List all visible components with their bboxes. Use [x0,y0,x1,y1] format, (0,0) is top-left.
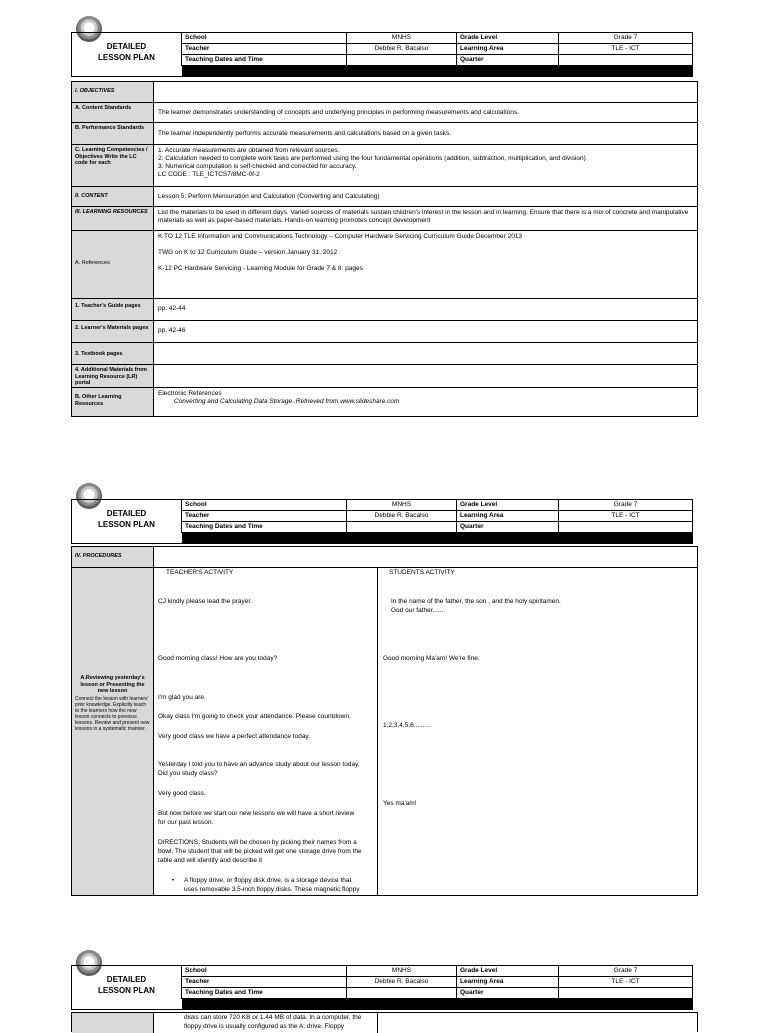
competency-2: 2. Calculation needed to complete work tasks are performed using the four fundamental operations (addition, subtraction, multiplication, and division) [158,155,586,162]
grade-level-label: Grade Level [457,500,559,510]
school-label: School [182,966,347,976]
learning-resources-text: List the materials to be used in different days. Varied sources of materials sustain children's interest in the lesson and in learning. Ensure that there is a mix of concrete and manipulative materials as well as paper-based materials. Hands-on learning promotes concept development [158,209,689,224]
dates-value [347,988,457,998]
grade-level-value: Grade 7 [613,501,638,508]
teacher-line: I'm glad you are. [158,694,206,701]
grade-level-label: Grade Level [457,966,559,976]
objectives-table [71,81,698,417]
dates-value [347,55,457,65]
teacher-label: Teacher [182,44,347,54]
teacher-line: Yesterday I told you to have an advance study about our lesson today. [158,761,360,768]
references-text [154,231,697,298]
teacher-label: Teacher [182,977,347,987]
bullet-icon: • [172,877,175,884]
learning-area-label: Learning Area [457,44,559,54]
teacher-line: disks can store 720 KB or 1.44 MB of data. In a computer, the [184,1014,362,1021]
electronic-reference-1: Converting and Calculating Data Storage. Retrieved from www.slideshare.com [174,398,400,405]
learners-materials-pages: pp. 42-46 [158,327,186,334]
review-cell [72,568,154,895]
teacher-label: Teacher [182,511,347,521]
header-table [71,965,693,1010]
electronic-references: Electronic References [158,390,222,397]
teacher-line: CJ kindly please lead the prayer. [158,598,252,605]
dates-label: Teaching Dates and Time [182,55,347,65]
student-line: 1,2,3,4,5,6.......... [383,722,432,729]
lesson-plan-title: DETAILED LESSON PLAN [72,500,182,533]
lesson-plan-title: DETAILED LESSON PLAN [72,33,182,66]
teacher-line: Did you study class? [158,770,218,777]
school-label: School [182,500,347,510]
teacher-value: Debbie R. Bacalso [347,44,457,54]
dates-label: Teaching Dates and Time [182,522,347,532]
teacher-line: bowl. The student that will be picked will get one storage drive from the [158,848,362,855]
performance-standards-text: The learner independently performs accurate measurements and calculations based on a given tasks. [158,130,452,137]
teacher-line: uses removable 3.5-inch floppy disks. These magnetic floppy [184,886,360,893]
school-value: MNHS [347,500,457,510]
grade-level-label: Grade Level [457,33,559,43]
learners-materials-label: 2. Learner's Materials pages [72,321,154,342]
teachers-guide-pages: pp. 42-44 [158,305,186,312]
quarter-label: Quarter [457,55,559,65]
learning-area-value: TLE - ICT [611,512,640,519]
teacher-line: Okay class I'm going to check your attendance. Please countdown. [158,713,351,720]
learning-area-label: Learning Area [457,977,559,987]
teacher-line: Good morning class! How are you today? [158,655,278,662]
quarter-label: Quarter [457,988,559,998]
student-line: Yes ma'am! [383,800,417,807]
teachers-activity-heading: TEACHER'S ACTIVITY [166,569,234,576]
students-activity-heading: STUDENTS ACTIVITY [389,569,455,576]
grade-level-value: Grade 7 [613,967,638,974]
content-heading: II. CONTENT [72,187,154,206]
header-black-bar [182,533,692,543]
teacher-line: table and will identify and describe it [158,857,263,864]
header-table [71,499,693,544]
teacher-value: Debbie R. Bacalso [347,977,457,987]
competency-3: 3. Numerical computation is self-checked and corrected for accuracy. [158,163,357,170]
teacher-line: for our past lesson. [158,819,214,826]
teacher-line: DIRECTIONS: Students will be chosen by picking their names from a [158,839,357,846]
competency-1: 1. Accurate measurements are obtained from relevant sources. [158,147,340,154]
additional-materials-label: 4. Additional Materials from Learning Resource (LR) portal [72,365,154,387]
references-label: A. References [72,231,154,298]
teacher-line: A floppy drive, or floppy disk drive, is a storage device that [184,877,352,884]
content-standards-text: The learner demonstrates understanding of concepts and underlying principles in performing measurements and calculations. [158,109,519,116]
teacher-line: Very good class we have a perfect attendance today. [158,733,311,740]
learning-area-label: Learning Area [457,511,559,521]
activity-divider [377,568,378,895]
competencies-text [154,145,697,186]
quarter-value [559,988,692,998]
teachers-guide-label: 1. Teacher's Guide pages [72,299,154,320]
other-resources-text [154,388,697,416]
student-line: Good morning Ma'am! We're fine. [383,655,480,662]
activity-divider [377,1013,378,1033]
teacher-line: floppy drive is usually configured as the A: drive. Floppy [184,1023,345,1030]
review-label: A.Reviewing yesterday's lesson or Presenting the new lesson [80,675,145,694]
procedures-heading: IV. PROCEDURES [72,547,154,567]
learning-area-value: TLE - ICT [611,978,640,985]
learning-resources-heading: III. LEARNING RESOURCES [72,207,154,230]
review-cell [72,1013,154,1033]
student-line: In the name of the father, the son , and the holy spiritamen. [391,598,561,605]
student-line: God our father...... [391,607,444,614]
learning-area-value: TLE - ICT [611,45,640,52]
teacher-line: But now before we start our new lessons we will have a short review [158,810,355,817]
procedures-table [71,546,698,896]
textbook-label: 3. Textbook pages [72,343,154,364]
dates-value [347,522,457,532]
procedures-table-continued [71,1012,698,1032]
header-black-bar [182,999,692,1009]
dates-label: Teaching Dates and Time [182,988,347,998]
header-table [71,32,693,77]
content-standards-label: A. Content Standards [72,103,154,122]
reference-3: K-12 PC Hardware Servicing - Learning Module for Grade 7 & 8: pages [158,265,363,272]
content-text: Lesson 5: Perform Mensuration and Calculation (Converting and Calculating) [158,193,380,200]
quarter-value [559,55,692,65]
review-description: Connect the lesson with learners' prior knowledge. Explicitly teach to the learners how the new lesson connects to previous lessons. Review and present new lessons in a systematic manner. [75,695,150,732]
teacher-value: Debbie R. Bacalso [347,511,457,521]
objectives-heading: I. OBJECTIVES [72,82,154,102]
competencies-label: C. Learning Competencies / Objectives Write the LC code for each [72,145,154,186]
header-black-bar [182,66,692,76]
quarter-label: Quarter [457,522,559,532]
school-value: MNHS [347,966,457,976]
school-value: MNHS [347,33,457,43]
reference-1: K TO 12 TLE Information and Communications Technology – Computer Hardware Servicing Curriculum Guide December 2013 [158,233,523,240]
performance-standards-label: B. Performance Standards [72,123,154,144]
quarter-value [559,522,692,532]
other-resources-label: B. Other Learning Resources [72,388,154,416]
teacher-line: Very good class. [158,790,206,797]
lesson-plan-title: DETAILED LESSON PLAN [72,966,182,999]
reference-2: TWG on K to 12 Curriculum Guide – version January 31, 2012 [158,249,338,256]
grade-level-value: Grade 7 [613,34,638,41]
school-label: School [182,33,347,43]
lc-code: LC CODE : TLE_ICTCS7/8MC-0f-2 [158,171,260,178]
